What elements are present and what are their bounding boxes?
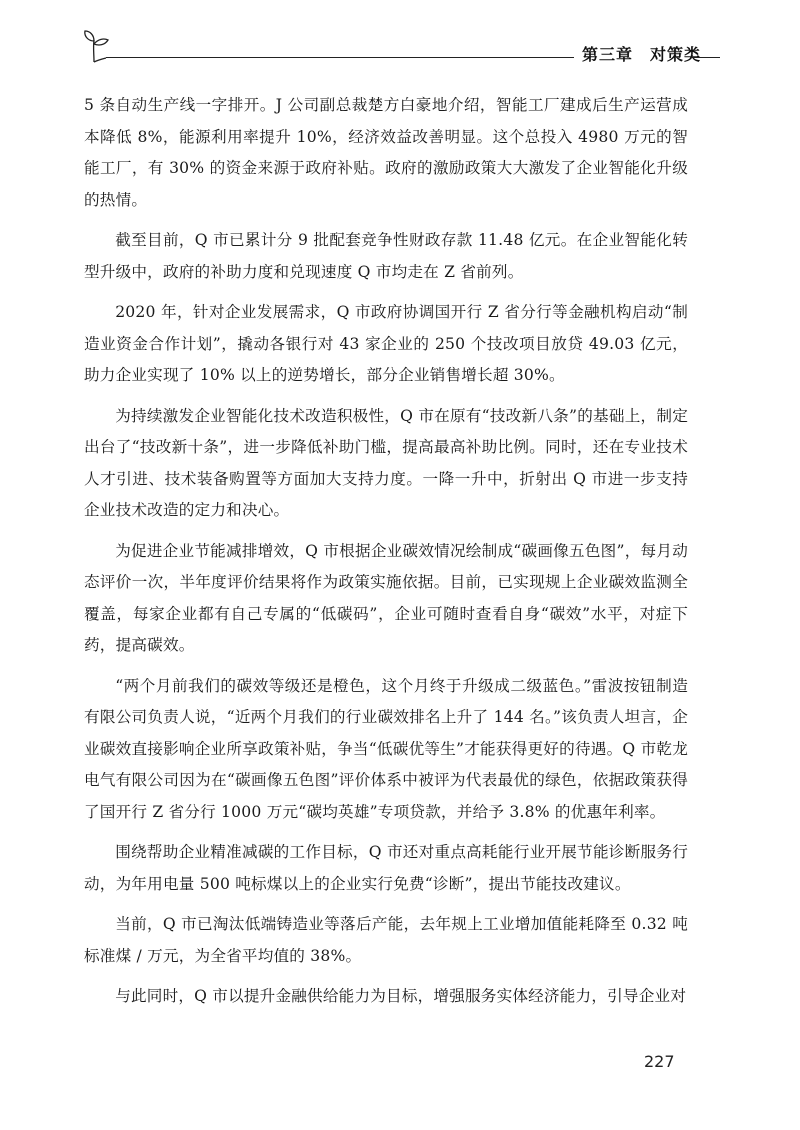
running-header (84, 28, 720, 72)
paragraph: 截至目前，Q 市已累计分 9 批配套竞争性财政存款 11.48 亿元。在企业智能化转型升级中，政府的补助力度和兑现速度 Q 市均走在 Z 省前列。 (84, 231, 688, 281)
header-rule-left (106, 57, 574, 58)
paragraph: 为促进企业节能减排增效，Q 市根据企业碳效情况绘制成“碳画像五色图”，每月动态评价一次，半年度评价结果将作为政策实施依据。目前，已实现规上企业碳效监测全覆盖，每家企业都有自己专属的“低碳码”，企业可随时查看自身“碳效”水平，对症下药，提高碳效。 (84, 541, 688, 654)
paragraph: 2020 年，针对企业发展需求，Q 市政府协调国开行 Z 省分行等金融机构启动“制造业资金合作计划”，撬动各银行对 43 家企业的 250 个技改项目放贷 49.03 亿元，助力企业实现了 10% 以上的逆势增长，部分企业销售增长超 30%。 (84, 303, 688, 384)
body-text (84, 90, 688, 1022)
paragraph: 与此同时，Q 市以提升金融供给能力为目标，增强服务实体经济能力，引导企业对 (115, 987, 687, 1005)
paragraph: 5 条自动生产线一字排开。J 公司副总裁楚方白豪地介绍，智能工厂建成后生产运营成本降低 8%，能源利用率提升 10%，经济效益改善明显。这个总投入 4980 万元的智能工厂，有 30% 的资金来源于政府补贴。政府的激励政策大大激发了企业智能化升级的热情。 (84, 96, 688, 209)
paragraph: “两个月前我们的碳效等级还是橙色，这个月终于升级成二级蓝色。”雷波按钮制造有限公司负责人说，“近两个月我们的行业碳效排名上升了 144 名。”该负责人坦言，企业碳效直接影响企业所享政策补贴，争当“低碳优等生”才能获得更好的待遇。Q 市乾龙电气有限公司因为在“碳画像五色图”评价体系中被评为代表最优的绿色，依据政策获得了国开行 Z 省分行 1000 万元“碳均英雄”专项贷款，并给予 3.8% 的优惠年利率。 (84, 676, 688, 821)
paragraph: 为持续激发企业智能化技术改造积极性，Q 市在原有“技改新八条”的基础上，制定出台了“技改新十条”，进一步降低补助门槛，提高最高补助比例。同时，还在专业技术人才引进、技术装备购置等方面加大支持力度。一降一升中，折射出 Q 市进一步支持企业技术改造的定力和决心。 (84, 406, 688, 519)
paragraph: 围绕帮助企业精准减碳的工作目标，Q 市还对重点高耗能行业开展节能诊断服务行动，为年用电量 500 吨标煤以上的企业实行免费“诊断”，提出节能技改建议。 (84, 843, 688, 893)
paragraph: 当前，Q 市已淘汰低端铸造业等落后产能，去年规上工业增加值能耗降至 0.32 吨标准煤 / 万元，为全省平均值的 38%。 (84, 915, 688, 965)
header-rule-right (690, 57, 720, 58)
page-number: 227 (644, 1052, 675, 1071)
chapter-title: 第三章 对策类 (582, 45, 702, 64)
sprout-icon (84, 28, 114, 64)
